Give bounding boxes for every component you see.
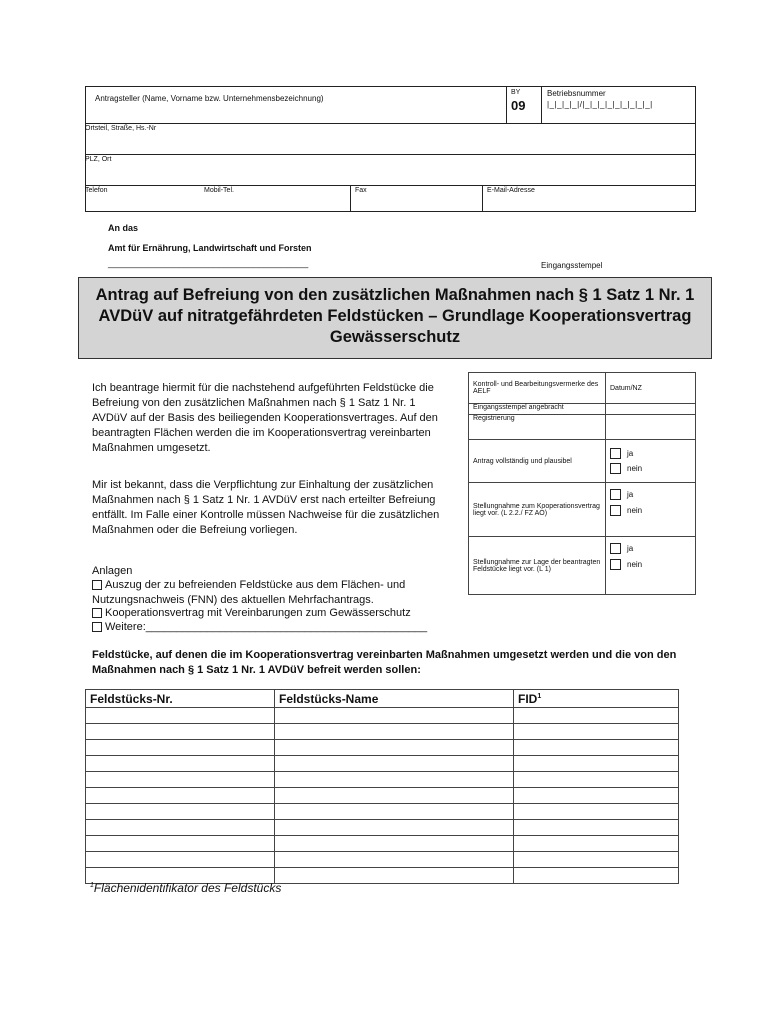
table-row bbox=[86, 756, 679, 772]
col-field-name: Feldstücks-Name bbox=[275, 690, 514, 708]
checkbox-icon[interactable] bbox=[610, 489, 621, 500]
attachment-item-3[interactable] bbox=[92, 620, 502, 635]
location-yes-option[interactable]: ja bbox=[610, 541, 691, 557]
table-header-row bbox=[86, 690, 679, 708]
office-control-table bbox=[468, 372, 696, 595]
footnote-mark: 1 bbox=[90, 882, 94, 889]
control-row-complete: Antrag vollständig und plausibel bbox=[469, 440, 606, 483]
phone-label: Telefon bbox=[85, 187, 108, 194]
fields-intro: Feldstücke, auf denen die im Kooperationsvertrag vereinbarten Maßnahmen umgesetzt werden und die von den Maßnahmen nach § 1 Satz 1 Nr. 1 AVDüV befreit werden sollen: bbox=[92, 649, 677, 676]
address-underline: ________________________________________ bbox=[108, 258, 309, 268]
attachment-item-2[interactable] bbox=[92, 606, 492, 621]
checkbox-icon[interactable] bbox=[92, 608, 102, 618]
street-label: Ortsteil, Straße, Hs.-Nr bbox=[85, 125, 157, 132]
by-value: 09 bbox=[511, 98, 526, 113]
stamp-label: Eingangsstempel bbox=[541, 261, 603, 270]
table-row bbox=[86, 724, 679, 740]
attachment-item-1[interactable] bbox=[92, 578, 472, 608]
table-row bbox=[86, 852, 679, 868]
cooperation-no-option[interactable]: nein bbox=[610, 503, 691, 519]
footnote bbox=[90, 881, 281, 895]
footnote-text: Flächenidentifikator des Feldstücks bbox=[93, 881, 282, 895]
checkbox-icon[interactable] bbox=[610, 559, 621, 570]
checkbox-icon[interactable] bbox=[92, 622, 102, 632]
col-field-number: Feldstücks-Nr. bbox=[86, 690, 275, 708]
attachment-1-text: Auszug der zu befreienden Feldstücke aus dem Flächen- und Nutzungsnachweis (FNN) des aktuellen Mehrfachantrags. bbox=[92, 579, 406, 606]
control-header-left: Kontroll- und Bearbeitungsvermerke des AELF bbox=[469, 373, 606, 404]
control-row-location-statement: Stellungnahme zur Lage der beantragten Feldstücke liegt vor. (L 1) bbox=[469, 537, 606, 595]
control-row-stamp: Eingangsstempel angebracht bbox=[469, 404, 606, 415]
checkbox-icon[interactable] bbox=[92, 580, 102, 590]
zip-label: PLZ, Ort bbox=[85, 156, 112, 163]
body-paragraph-1: Ich beantrage hiermit für die nachstehend aufgeführten Feldstücke die Befreiung von den zusätzlichen Maßnahmen nach § 1 Satz 1 Nr. 1 AVDüV auf der Basis des beiliegenden Kooperationsvertrages. Auf den beantragten Flächen werden die im Kooperationsvertrag vereinbarten Maßnahmen umgesetzt. bbox=[92, 382, 438, 454]
attachment-2-text: Kooperationsvertrag mit Vereinbarungen zum Gewässerschutz bbox=[105, 607, 411, 619]
table-row bbox=[86, 772, 679, 788]
complete-no-option[interactable]: nein bbox=[610, 461, 691, 476]
by-label: BY bbox=[511, 89, 521, 96]
table-row bbox=[86, 804, 679, 820]
applicant-header-box bbox=[85, 86, 696, 212]
checkbox-icon[interactable] bbox=[610, 543, 621, 554]
fax-label: Fax bbox=[355, 187, 367, 194]
checkbox-icon[interactable] bbox=[610, 463, 621, 474]
location-no-option[interactable]: nein bbox=[610, 557, 691, 573]
attachments-label: Anlagen bbox=[92, 565, 133, 577]
form-title: Antrag auf Befreiung von den zusätzlichen Maßnahmen nach § 1 Satz 1 Nr. 1 AVDüV auf nitratgefährdeten Feldstücken – Grundlage Kooperationsvertrag Gewässerschutz bbox=[78, 277, 712, 359]
fields-table bbox=[85, 689, 679, 884]
table-row bbox=[86, 836, 679, 852]
address-line-2: Amt für Ernährung, Landwirtschaft und Forsten bbox=[108, 243, 312, 253]
attachment-3-text: Weitere:______________________________________________ bbox=[105, 621, 428, 633]
col-fid: FID$^1$ bbox=[514, 690, 679, 708]
complete-yes-option[interactable]: ja bbox=[610, 446, 691, 461]
address-line-1: An das bbox=[108, 223, 139, 233]
body-paragraph-2: Mir ist bekannt, dass die Verpflichtung zur Einhaltung der zusätzlichen Maßnahmen nach § 1 Satz 1 Nr. 1 AVDüV erst nach erteilter Befreiung entfällt. Im Falle einer Kontrolle müssen Nachweise für die zusätzlichen Maßnahmen oder die Befreiung vorliegen. bbox=[92, 479, 440, 536]
control-row-cooperation-statement: Stellungnahme zum Kooperationsvertrag liegt vor. (L 2.2./ FZ AÖ) bbox=[469, 483, 606, 537]
table-row bbox=[86, 708, 679, 724]
checkbox-icon[interactable] bbox=[610, 505, 621, 516]
table-row bbox=[86, 740, 679, 756]
table-row bbox=[86, 788, 679, 804]
company-number-field[interactable]: |_|_|_|_|/|_|_|_|_|_|_|_|_|_| bbox=[547, 100, 653, 109]
company-number-label: Betriebsnummer bbox=[547, 89, 606, 98]
table-row bbox=[86, 820, 679, 836]
applicant-label: Antragsteller (Name, Vorname bzw. Unternehmensbezeichnung) bbox=[95, 94, 324, 103]
email-label: E-Mail-Adresse bbox=[487, 187, 535, 194]
mobile-label: Mobil-Tel. bbox=[204, 187, 234, 194]
checkbox-icon[interactable] bbox=[610, 448, 621, 459]
control-header-right: Datum/NZ bbox=[606, 373, 696, 404]
cooperation-yes-option[interactable]: ja bbox=[610, 487, 691, 503]
control-row-registration: Registrierung bbox=[469, 415, 606, 440]
